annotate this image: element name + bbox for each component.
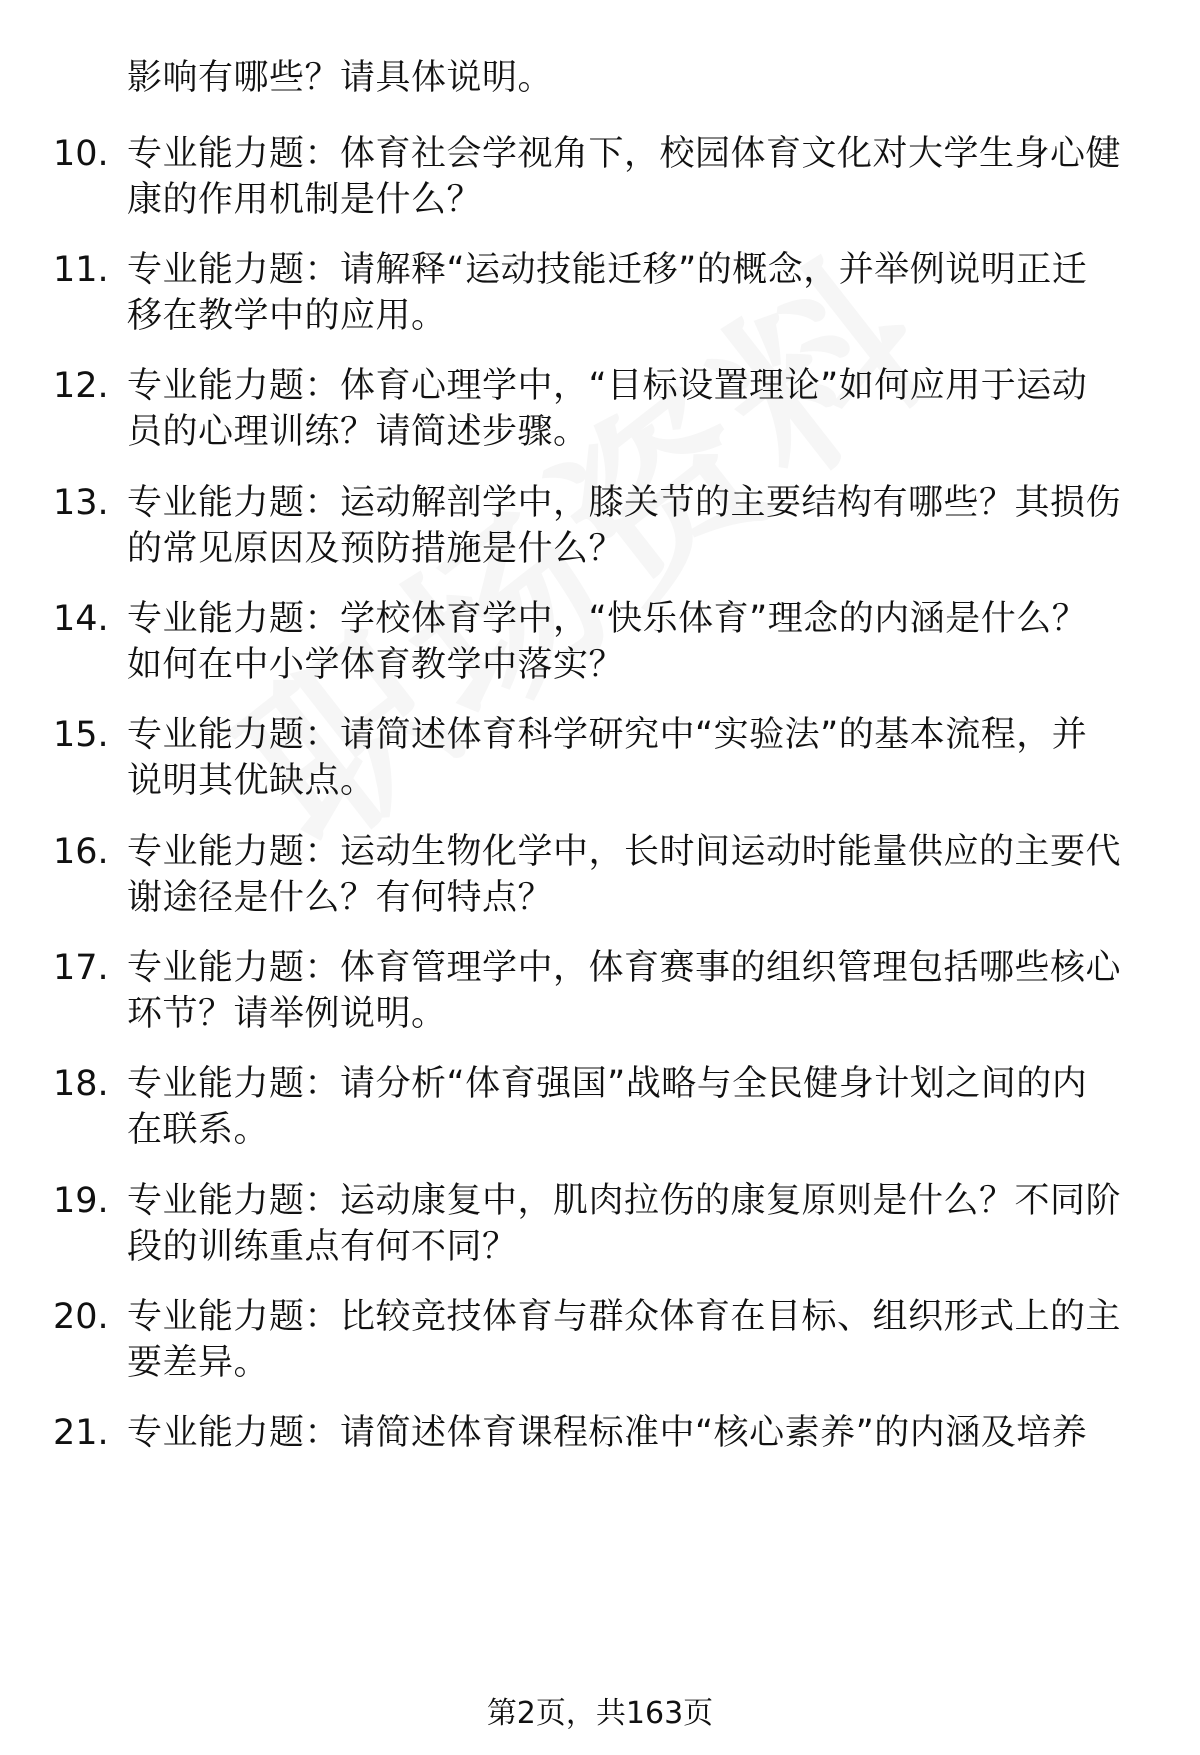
intro-line: 影响有哪些？请具体说明。 — [127, 58, 554, 98]
question-line: 的常见原因及预防措施是什么？ — [127, 529, 625, 569]
question-line: 在联系。 — [127, 1110, 270, 1150]
question-number: 20. — [53, 1297, 109, 1337]
question-number: 16. — [53, 832, 109, 872]
question-line: 康的作用机制是什么？ — [127, 180, 483, 220]
question-number: 11. — [53, 250, 109, 290]
question-line: 员的心理训练？请简述步骤。 — [127, 412, 589, 452]
question-number: 13. — [53, 483, 109, 523]
question-line: 专业能力题：体育心理学中，“目标设置理论”如何应用于运动 — [127, 366, 1088, 406]
page-footer: 第2页，共163页 — [486, 1696, 714, 1731]
question-line: 专业能力题：运动生物化学中，长时间运动时能量供应的主要代 — [127, 832, 1122, 872]
question-line: 专业能力题：运动康复中，肌肉拉伤的康复原则是什么？不同阶 — [127, 1181, 1122, 1221]
question-number: 17. — [53, 948, 109, 988]
question-line: 专业能力题：请简述体育课程标准中“核心素养”的内涵及培养 — [127, 1413, 1088, 1453]
question-line: 专业能力题：运动解剖学中，膝关节的主要结构有哪些？其损伤 — [127, 483, 1122, 523]
question-line: 专业能力题：学校体育学中，“快乐体育”理念的内涵是什么？ — [127, 599, 1088, 639]
question-line: 专业能力题：体育管理学中，体育赛事的组织管理包括哪些核心 — [127, 948, 1122, 988]
question-number: 21. — [53, 1413, 109, 1453]
question-line: 移在教学中的应用。 — [127, 296, 447, 336]
question-number: 10. — [53, 134, 109, 174]
question-number: 12. — [53, 366, 109, 406]
question-line: 谢途径是什么？有何特点？ — [127, 878, 554, 918]
question-line: 专业能力题：请分析“体育强国”战略与全民健身计划之间的内 — [127, 1064, 1088, 1104]
question-number: 14. — [53, 599, 109, 639]
question-number: 18. — [53, 1064, 109, 1104]
question-line: 段的训练重点有何不同？ — [127, 1227, 518, 1267]
question-line: 如何在中小学体育教学中落实？ — [127, 645, 625, 685]
question-line: 专业能力题：请解释“运动技能迁移”的概念，并举例说明正迁 — [127, 250, 1088, 290]
question-number: 19. — [53, 1181, 109, 1221]
question-line: 环节？请举例说明。 — [127, 994, 447, 1034]
question-line: 专业能力题：请简述体育科学研究中“实验法”的基本流程，并 — [127, 715, 1088, 755]
question-line: 要差异。 — [127, 1343, 270, 1383]
question-line: 专业能力题：体育社会学视角下，校园体育文化对大学生身心健 — [127, 134, 1122, 174]
question-line: 专业能力题：比较竞技体育与群众体育在目标、组织形式上的主 — [127, 1297, 1122, 1337]
question-line: 说明其优缺点。 — [127, 761, 376, 801]
question-number: 15. — [53, 715, 109, 755]
